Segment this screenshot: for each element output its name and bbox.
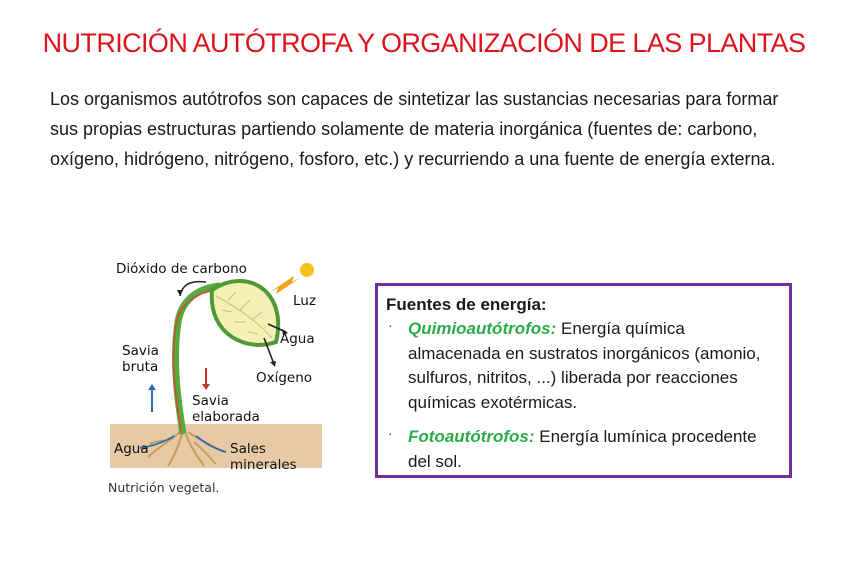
label-savia-elab-1: Savia [192, 393, 229, 409]
plant-nutrition-figure [108, 252, 338, 502]
leaf [212, 281, 278, 345]
label-sales-2: minerales [230, 457, 297, 473]
page-title: NUTRICIÓN AUTÓTROFA Y ORGANIZACIÓN DE LAS PLANTAS [42, 28, 806, 58]
label-co2: Dióxido de carbono [116, 261, 247, 277]
term-chemoautotrophs: Quimioautótrofos: [408, 319, 557, 338]
list-item [386, 425, 779, 474]
label-savia-bruta-1: Savia [122, 343, 159, 359]
light-ray-icon [270, 276, 300, 294]
intro-paragraph: Los organismos autótrofos son capaces de sintetizar las sustancias necesarias para formar sus propias estructuras partiendo solamente de materia inorgánica (fuentes de: carbono, oxígeno, hidrógeno, nitrógeno, fosforo, etc.) y recurriendo a una fuente de energía externa. [50, 89, 779, 169]
label-savia-elab-2: elaborada [192, 409, 260, 425]
energy-box-heading: Fuentes de energía: [386, 295, 547, 314]
definition-photoautotrophs: Energía lumínica procedente del sol. [408, 427, 757, 471]
bullet-icon: · [388, 425, 393, 441]
sun-icon [300, 263, 314, 277]
label-sales-1: Sales [230, 441, 266, 457]
figure-caption: Nutrición vegetal. [108, 480, 220, 495]
label-oxygen: Oxígeno [256, 370, 313, 386]
label-luz: Luz [293, 293, 316, 309]
label-savia-bruta-2: bruta [122, 359, 159, 375]
definition-chemoautotrophs: Energía química almacenada en sustratos inorgánicos (amonio, sulfuros, nitritos, ...) liberada por reacciones químicas exotérmicas. [408, 319, 761, 412]
energy-sources-box [375, 283, 792, 478]
label-water-top: Agua [280, 331, 315, 347]
term-photoautotrophs: Fotoautótrofos: [408, 427, 535, 446]
label-water-bottom: Agua [114, 441, 149, 457]
list-item [386, 317, 779, 415]
bullet-icon: · [388, 317, 393, 333]
